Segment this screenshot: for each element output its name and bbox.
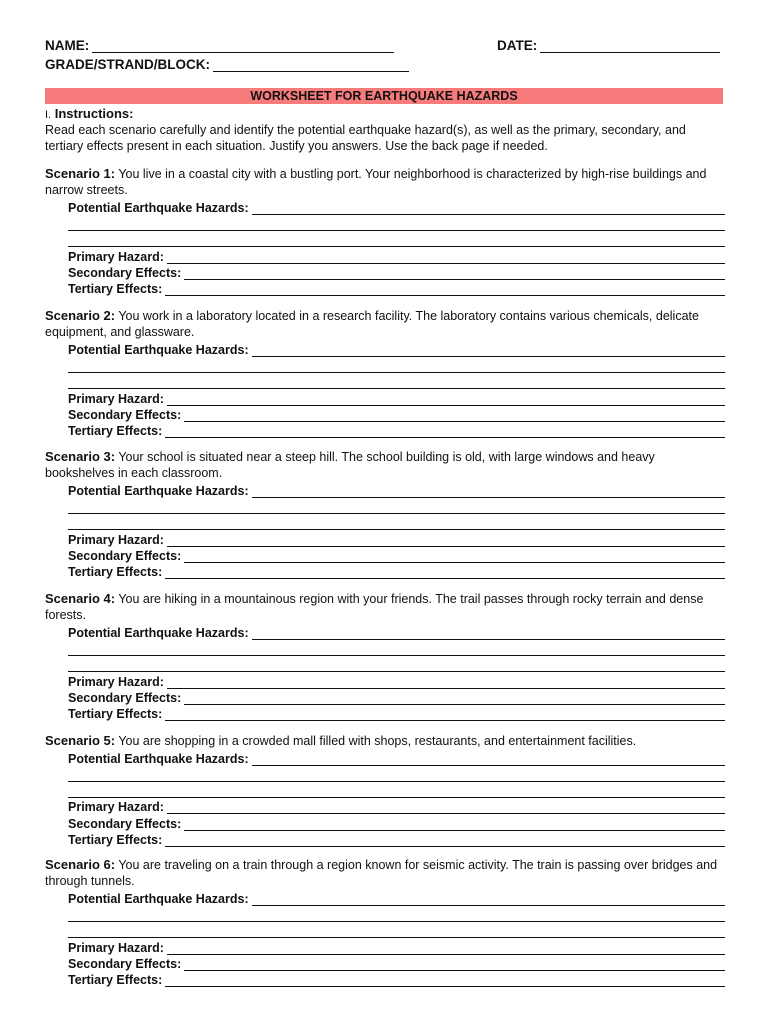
scenario-text: You live in a coastal city with a bustling port. Your neighborhood is characterized by high-rise buildings and narrow streets.	[45, 167, 707, 198]
scenario-label: Scenario 4:	[45, 591, 116, 606]
answer-blank-line[interactable]	[68, 498, 725, 514]
answer-blank-line[interactable]	[68, 514, 725, 530]
primary-hazard-label: Primary Hazard:	[68, 532, 164, 547]
scenario-label: Scenario 1:	[45, 166, 116, 181]
secondary-effects-blank[interactable]	[184, 409, 725, 422]
scenario-text: Your school is situated near a steep hill. The school building is old, with large windows and heavy bookshelves in each classroom.	[45, 450, 655, 481]
potential-hazards-blank[interactable]	[252, 202, 725, 215]
instructions-heading	[45, 106, 133, 121]
answer-blank-line[interactable]	[68, 357, 725, 373]
potential-hazards-blank[interactable]	[252, 753, 725, 766]
primary-hazard-blank[interactable]	[167, 801, 725, 814]
tertiary-effects-blank[interactable]	[165, 834, 725, 847]
scenario-label: Scenario 2:	[45, 308, 116, 323]
tertiary-effects-blank[interactable]	[165, 708, 725, 721]
primary-hazard-label: Primary Hazard:	[68, 940, 164, 955]
scenario-text: You work in a laboratory located in a research facility. The laboratory contains various chemicals, delicate equipment, and glassware.	[45, 309, 699, 340]
secondary-effects-field	[68, 264, 725, 280]
potential-hazards-label: Potential Earthquake Hazards:	[68, 751, 249, 766]
answer-blank-line[interactable]	[68, 766, 725, 782]
secondary-effects-field	[68, 547, 725, 563]
secondary-effects-blank[interactable]	[184, 818, 725, 831]
answer-blank-line[interactable]	[68, 640, 725, 656]
name-label: NAME:	[45, 38, 90, 53]
primary-hazard-field	[68, 938, 725, 954]
tertiary-effects-field	[68, 831, 725, 847]
scenario-text: You are traveling on a train through a region known for seismic activity. The train is passing over bridges and through tunnels.	[45, 858, 718, 889]
potential-hazards-field	[68, 482, 725, 498]
name-blank[interactable]	[92, 39, 394, 53]
primary-hazard-blank[interactable]	[167, 676, 725, 689]
secondary-effects-label: Secondary Effects:	[68, 549, 182, 564]
primary-hazard-field	[68, 247, 725, 263]
scenario-description	[45, 591, 725, 624]
potential-hazards-label: Potential Earthquake Hazards:	[68, 891, 249, 906]
scenario-description	[45, 308, 725, 341]
tertiary-effects-field	[68, 971, 725, 987]
scenario-label: Scenario 5:	[45, 733, 116, 748]
scenario-label: Scenario 6:	[45, 857, 116, 872]
primary-hazard-label: Primary Hazard:	[68, 391, 164, 406]
tertiary-effects-blank[interactable]	[165, 566, 725, 579]
potential-hazards-label: Potential Earthquake Hazards:	[68, 200, 249, 215]
scenario-description	[45, 166, 725, 199]
primary-hazard-label: Primary Hazard:	[68, 674, 164, 689]
answer-blank-line[interactable]	[68, 231, 725, 247]
primary-hazard-field	[68, 389, 725, 405]
scenario-1	[45, 166, 725, 296]
primary-hazard-blank[interactable]	[167, 942, 725, 955]
name-row	[45, 38, 394, 53]
scenario-label: Scenario 3:	[45, 449, 116, 464]
potential-hazards-field	[68, 890, 725, 906]
tertiary-effects-label: Tertiary Effects:	[68, 707, 163, 722]
scenario-4	[45, 591, 725, 721]
potential-hazards-field	[68, 199, 725, 215]
grade-blank[interactable]	[213, 58, 409, 72]
potential-hazards-field	[68, 624, 725, 640]
primary-hazard-blank[interactable]	[167, 534, 725, 547]
scenario-2	[45, 308, 725, 438]
secondary-effects-label: Secondary Effects:	[68, 957, 182, 972]
potential-hazards-blank[interactable]	[252, 893, 725, 906]
tertiary-effects-blank[interactable]	[165, 283, 725, 296]
primary-hazard-field	[68, 530, 725, 546]
tertiary-effects-label: Tertiary Effects:	[68, 282, 163, 297]
scenario-5	[45, 733, 725, 847]
secondary-effects-label: Secondary Effects:	[68, 816, 182, 831]
tertiary-effects-field	[68, 705, 725, 721]
date-row	[497, 38, 720, 53]
secondary-effects-field	[68, 814, 725, 830]
secondary-effects-blank[interactable]	[184, 958, 725, 971]
primary-hazard-label: Primary Hazard:	[68, 249, 164, 264]
secondary-effects-field	[68, 406, 725, 422]
date-blank[interactable]	[540, 39, 720, 53]
potential-hazards-blank[interactable]	[252, 344, 725, 357]
grade-row	[45, 57, 409, 72]
tertiary-effects-blank[interactable]	[165, 425, 725, 438]
tertiary-effects-blank[interactable]	[165, 974, 725, 987]
potential-hazards-field	[68, 749, 725, 765]
scenario-3	[45, 449, 725, 579]
answer-blank-line[interactable]	[68, 906, 725, 922]
secondary-effects-field	[68, 955, 725, 971]
answer-blank-line[interactable]	[68, 922, 725, 938]
tertiary-effects-label: Tertiary Effects:	[68, 833, 163, 848]
secondary-effects-label: Secondary Effects:	[68, 691, 182, 706]
secondary-effects-blank[interactable]	[184, 550, 725, 563]
grade-label: GRADE/STRAND/BLOCK:	[45, 57, 210, 72]
scenario-description	[45, 857, 725, 890]
scenario-text: You are shopping in a crowded mall filled with shops, restaurants, and entertainment facilities.	[115, 734, 637, 748]
primary-hazard-label: Primary Hazard:	[68, 800, 164, 815]
potential-hazards-field	[68, 341, 725, 357]
answer-blank-line[interactable]	[68, 373, 725, 389]
secondary-effects-label: Secondary Effects:	[68, 408, 182, 423]
instructions-text: Read each scenario carefully and identify the potential earthquake hazard(s), as well as the primary, secondary, and tertiary effects present in each situation. Justify you answers. Use the back page if needed.	[45, 123, 686, 153]
tertiary-effects-field	[68, 563, 725, 579]
tertiary-effects-label: Tertiary Effects:	[68, 973, 163, 988]
instructions-label: Instructions:	[54, 106, 134, 121]
scenario-description	[45, 449, 725, 482]
worksheet-title: WORKSHEET FOR EARTHQUAKE HAZARDS	[45, 88, 723, 104]
answer-blank-line[interactable]	[68, 215, 725, 231]
answer-blank-line[interactable]	[68, 656, 725, 672]
primary-hazard-field	[68, 798, 725, 814]
instructions-number: I.	[45, 109, 52, 121]
tertiary-effects-field	[68, 422, 725, 438]
scenario-6	[45, 857, 725, 987]
primary-hazard-blank[interactable]	[167, 393, 725, 406]
primary-hazard-field	[68, 672, 725, 688]
potential-hazards-label: Potential Earthquake Hazards:	[68, 483, 249, 498]
scenario-description	[45, 733, 725, 749]
secondary-effects-blank[interactable]	[184, 692, 725, 705]
secondary-effects-label: Secondary Effects:	[68, 266, 182, 281]
potential-hazards-label: Potential Earthquake Hazards:	[68, 625, 249, 640]
date-label: DATE:	[497, 38, 538, 53]
tertiary-effects-label: Tertiary Effects:	[68, 424, 163, 439]
answer-blank-line[interactable]	[68, 782, 725, 798]
secondary-effects-blank[interactable]	[184, 267, 725, 280]
secondary-effects-field	[68, 689, 725, 705]
tertiary-effects-field	[68, 280, 725, 296]
potential-hazards-label: Potential Earthquake Hazards:	[68, 342, 249, 357]
potential-hazards-blank[interactable]	[252, 627, 725, 640]
potential-hazards-blank[interactable]	[252, 485, 725, 498]
scenario-text: You are hiking in a mountainous region with your friends. The trail passes through rocky terrain and dense forests.	[45, 592, 704, 623]
tertiary-effects-label: Tertiary Effects:	[68, 565, 163, 580]
primary-hazard-blank[interactable]	[167, 251, 725, 264]
